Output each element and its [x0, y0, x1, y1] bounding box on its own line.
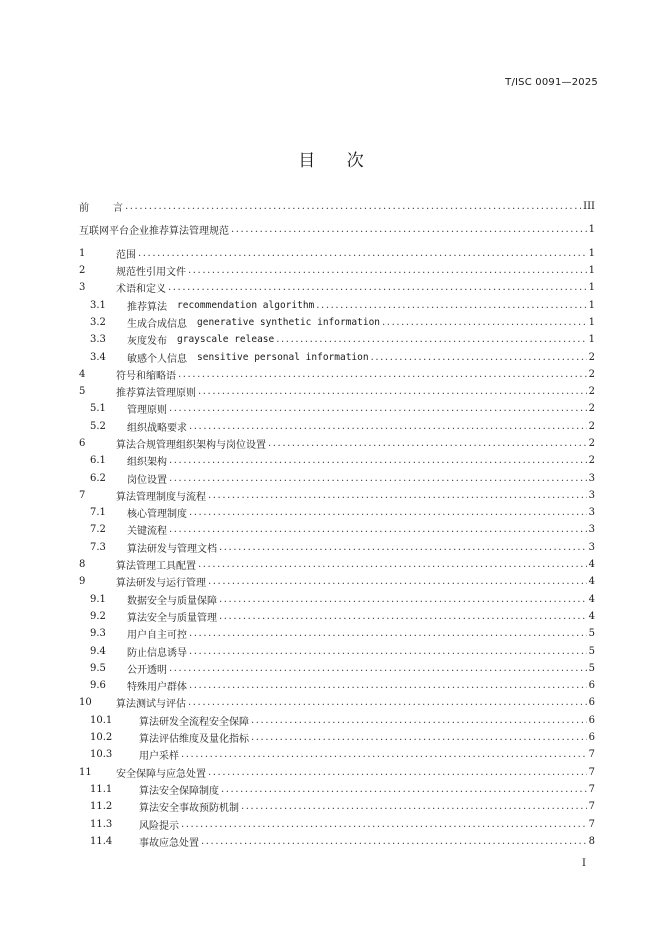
toc-entry[interactable] [79, 833, 595, 850]
toc-entry-page: 3 [588, 541, 595, 553]
toc-entry[interactable] [79, 262, 595, 279]
toc-entry[interactable] [79, 452, 595, 469]
toc-entry-number: 10.2 [90, 732, 113, 744]
toc-entry[interactable] [79, 608, 595, 625]
toc-entry[interactable] [79, 348, 595, 365]
toc-entry-page: 3 [588, 472, 595, 484]
toc-entry-page: 3 [588, 507, 595, 519]
toc-dot-leader [208, 576, 587, 587]
toc-entry-title: 算法安全保障制度 [139, 785, 219, 797]
toc-entry-page: 3 [588, 524, 595, 536]
toc-entry-title: 灰度发布 [127, 336, 167, 348]
toc-entry[interactable] [79, 383, 595, 400]
toc-entry[interactable] [79, 660, 595, 677]
toc-entry-number: 9.3 [90, 628, 106, 640]
toc-entry-number: 5 [79, 386, 86, 398]
toc-entry-title: 符号和缩略语 [116, 370, 176, 382]
toc-entry-number: 5.2 [90, 420, 106, 432]
page-number: I [582, 858, 586, 869]
toc-entry-title: 风险提示 [139, 820, 179, 832]
toc-entry[interactable] [79, 366, 595, 383]
toc-entry-page: 1 [588, 282, 595, 294]
toc-dot-leader [189, 628, 587, 639]
toc-entry[interactable] [79, 469, 595, 486]
toc-entry[interactable] [79, 591, 595, 608]
toc-entry-page: 3 [588, 489, 595, 501]
toc-entry-title-part: 前 [79, 203, 89, 215]
toc-dot-leader [276, 334, 586, 345]
toc-entry-number: 11.1 [90, 783, 113, 795]
toc-entry-page: 1 [588, 265, 595, 277]
toc-dot-leader [251, 715, 587, 726]
toc-entry-page: 4 [588, 593, 595, 605]
toc-entry-title: 算法研发与运行管理 [116, 578, 206, 590]
toc-entry[interactable] [79, 504, 595, 521]
toc-dot-leader [231, 224, 587, 235]
toc-entry-page: 7 [588, 801, 595, 813]
toc-entry-title: 核心管理制度 [127, 509, 187, 521]
toc-entry[interactable] [79, 314, 595, 331]
toc-entry-title: 用户采样 [139, 751, 179, 763]
toc-entry[interactable] [79, 642, 595, 659]
toc-entry-page: 6 [588, 714, 595, 726]
toc-dot-leader [169, 524, 587, 535]
toc-entry-title: 算法研发全流程安全保障 [139, 716, 249, 728]
table-of-contents [79, 198, 595, 850]
toc-entry-number: 3.3 [90, 334, 106, 346]
toc-entry-number: 3.2 [90, 316, 106, 328]
toc-dot-leader [198, 386, 587, 397]
toc-entry-number: 7.1 [90, 507, 106, 519]
toc-dot-leader [169, 473, 587, 484]
toc-entry-page: 1 [588, 247, 595, 259]
toc-dot-leader [316, 300, 586, 311]
toc-entry-number: 2 [79, 265, 86, 277]
toc-entry-number: 9.4 [90, 645, 106, 657]
toc-entry[interactable] [79, 521, 595, 538]
toc-entry-number: 7.3 [90, 541, 106, 553]
toc-entry-english-term: sensitive personal information [197, 351, 369, 363]
toc-entry-page: 2 [588, 403, 595, 415]
toc-entry[interactable] [79, 539, 595, 556]
toc-dot-leader [251, 732, 587, 743]
toc-entry-title: 算法安全事故预防机制 [139, 803, 239, 815]
toc-dot-leader [181, 819, 587, 830]
toc-entry-number: 5.1 [90, 403, 106, 415]
toc-entry-number: 11 [79, 766, 92, 778]
toc-entry-title: 用户自主可控 [127, 630, 187, 642]
toc-entry[interactable] [79, 435, 595, 452]
toc-entry-title: 推荐算法管理原则 [116, 388, 196, 400]
toc-dot-leader [198, 559, 587, 570]
toc-entry-title: 范围 [116, 249, 136, 261]
toc-entry-title: 规范性引用文件 [116, 267, 186, 279]
toc-entry-page: 7 [588, 749, 595, 761]
toc-entry-number: 3 [79, 282, 86, 294]
toc-entry-page: 6 [588, 680, 595, 692]
toc-entry[interactable] [79, 694, 595, 711]
toc-dot-leader [201, 836, 587, 847]
toc-entry-title: 术语和定义 [116, 284, 166, 296]
toc-entry[interactable] [79, 815, 595, 832]
toc-entry-number: 6.1 [90, 455, 106, 467]
toc-entry-page: 1 [588, 334, 595, 346]
toc-dot-leader [169, 403, 587, 414]
toc-entry-number: 9 [79, 576, 86, 588]
toc-dot-leader [208, 490, 587, 501]
toc-entry-number: 11.3 [90, 818, 113, 830]
toc-entry-number: 11.2 [90, 801, 113, 813]
toc-dot-leader [125, 201, 581, 212]
toc-entry-title: 防止信息诱导 [127, 647, 187, 659]
toc-dot-leader [168, 282, 587, 293]
toc-entry-title: 管理原则 [127, 405, 167, 417]
toc-entry-title: 安全保障与应急处置 [116, 768, 206, 780]
toc-entry-page: 2 [588, 455, 595, 467]
toc-entry-number: 8 [79, 559, 86, 571]
toc-entry-title: 关键流程 [127, 526, 167, 538]
toc-entry-title: 算法管理工具配置 [116, 561, 196, 573]
toc-entry-page: 6 [588, 732, 595, 744]
toc-entry-page: 5 [588, 645, 595, 657]
toc-entry-title: 敏感个人信息 [127, 353, 187, 365]
toc-dot-leader [219, 611, 587, 622]
toc-dot-leader [189, 680, 587, 691]
toc-entry[interactable] [79, 487, 595, 504]
toc-entry[interactable] [79, 729, 595, 746]
toc-entry-number: 6.2 [90, 472, 106, 484]
toc-entry-title: 算法管理制度与流程 [116, 491, 206, 503]
toc-entry-page: 1 [588, 224, 595, 236]
toc-entry-page: 7 [588, 783, 595, 795]
toc-entry[interactable] [79, 712, 595, 729]
toc-entry-page: 2 [588, 386, 595, 398]
toc-dot-leader [178, 369, 587, 380]
toc-entry-english-term: recommendation algorithm [177, 299, 315, 311]
toc-entry[interactable] [79, 573, 595, 590]
toc-entry[interactable] [79, 781, 595, 798]
toc-entry-number: 10.1 [90, 714, 113, 726]
toc-entry-page: 8 [588, 835, 595, 847]
toc-dot-leader [219, 542, 587, 553]
toc-entry-number: 10 [79, 697, 92, 709]
toc-entry[interactable] [79, 221, 595, 238]
toc-dot-leader [208, 767, 587, 778]
toc-entry-title: 岗位设置 [127, 474, 167, 486]
toc-entry-page: 7 [588, 818, 595, 830]
toc-dot-leader [138, 248, 587, 259]
toc-entry-title: 算法合规管理组织架构与岗位设置 [116, 440, 266, 451]
toc-dot-leader [189, 421, 587, 432]
toc-entry-title: 算法安全与质量管理 [127, 612, 217, 624]
toc-entry-title: 算法研发与管理文档 [127, 543, 217, 555]
toc-dot-leader [221, 784, 587, 795]
toc-entry-number: 4 [79, 368, 86, 380]
toc-entry-page: 5 [588, 628, 595, 640]
toc-dot-leader [189, 507, 587, 518]
toc-entry-number: 7 [79, 489, 86, 501]
toc-entry-number: 9.6 [90, 680, 106, 692]
toc-entry-page: 6 [588, 697, 595, 709]
toc-entry-title: 数据安全与质量保障 [127, 595, 217, 607]
toc-entry-page: III [583, 201, 595, 213]
toc-entry-page: 4 [588, 610, 595, 622]
standard-code: T/ISC 0091—2025 [505, 77, 598, 88]
toc-entry-page: 5 [588, 662, 595, 674]
toc-entry-number: 3.4 [90, 351, 106, 363]
toc-entry-number: 9.5 [90, 662, 106, 674]
toc-entry[interactable] [79, 245, 595, 262]
toc-entry-english-term: generative synthetic information [197, 316, 381, 328]
toc-entry[interactable] [79, 677, 595, 694]
toc-entry-page: 2 [588, 438, 595, 449]
toc-entry-title: 推荐算法 [127, 301, 167, 313]
toc-entry[interactable] [79, 746, 595, 763]
toc-entry-english-term: grayscale release [177, 334, 275, 346]
toc-entry-page: 1 [588, 316, 595, 328]
toc-entry-number: 1 [79, 247, 86, 259]
toc-entry-number: 10.3 [90, 749, 113, 761]
toc-entry-title: 公开透明 [127, 664, 167, 676]
toc-entry-title: 组织架构 [127, 457, 167, 469]
toc-entry-page: 2 [588, 351, 595, 363]
toc-entry[interactable] [79, 556, 595, 573]
toc-entry-number: 11.4 [90, 835, 113, 847]
toc-entry-title: 事故应急处置 [139, 837, 199, 849]
toc-dot-leader [371, 352, 587, 363]
toc-dot-leader [188, 265, 587, 276]
toc-entry-number: 9.1 [90, 593, 106, 605]
toc-entry-title: 互联网平台企业推荐算法管理规范 [79, 226, 229, 238]
toc-entry-title: 算法测试与评估 [116, 699, 186, 711]
toc-entry-title: 特殊用户群体 [127, 682, 187, 694]
toc-dot-leader [268, 438, 587, 449]
toc-dot-leader [189, 646, 587, 657]
toc-entry-number: 3.1 [90, 299, 106, 311]
toc-dot-leader [181, 749, 587, 760]
toc-entry-title: 生成合成信息 [127, 318, 187, 330]
toc-entry-page: 2 [588, 368, 595, 380]
toc-dot-leader [169, 663, 587, 674]
toc-dot-leader [219, 594, 587, 605]
toc-entry-page: 4 [588, 559, 595, 571]
toc-entry-page: 4 [588, 576, 595, 588]
toc-dot-leader [241, 801, 587, 812]
toc-entry[interactable] [79, 764, 595, 781]
toc-entry[interactable] [79, 331, 595, 348]
toc-entry-title: 组织战略要求 [127, 422, 187, 434]
toc-entry-title: 算法评估维度及量化指标 [139, 734, 249, 746]
toc-entry[interactable] [79, 400, 595, 417]
toc-dot-leader [188, 697, 587, 708]
toc-entry-number: 6 [79, 438, 86, 449]
toc-entry-number: 7.2 [90, 524, 106, 536]
toc-entry[interactable] [79, 279, 595, 296]
toc-dot-leader [169, 455, 587, 466]
toc-entry-page: 1 [588, 299, 595, 311]
toc-entry[interactable] [79, 798, 595, 815]
toc-entry-page: 7 [588, 766, 595, 778]
toc-entry[interactable] [79, 296, 595, 313]
toc-entry-page: 2 [588, 420, 595, 432]
toc-entry-title [79, 199, 123, 214]
page-title: 目 次 [298, 151, 364, 171]
toc-entry[interactable] [79, 418, 595, 435]
toc-dot-leader [382, 317, 587, 328]
toc-entry[interactable] [79, 198, 595, 215]
toc-entry[interactable] [79, 625, 595, 642]
toc-entry-number: 9.2 [90, 610, 106, 622]
toc-entry-title-part: 言 [113, 203, 123, 215]
